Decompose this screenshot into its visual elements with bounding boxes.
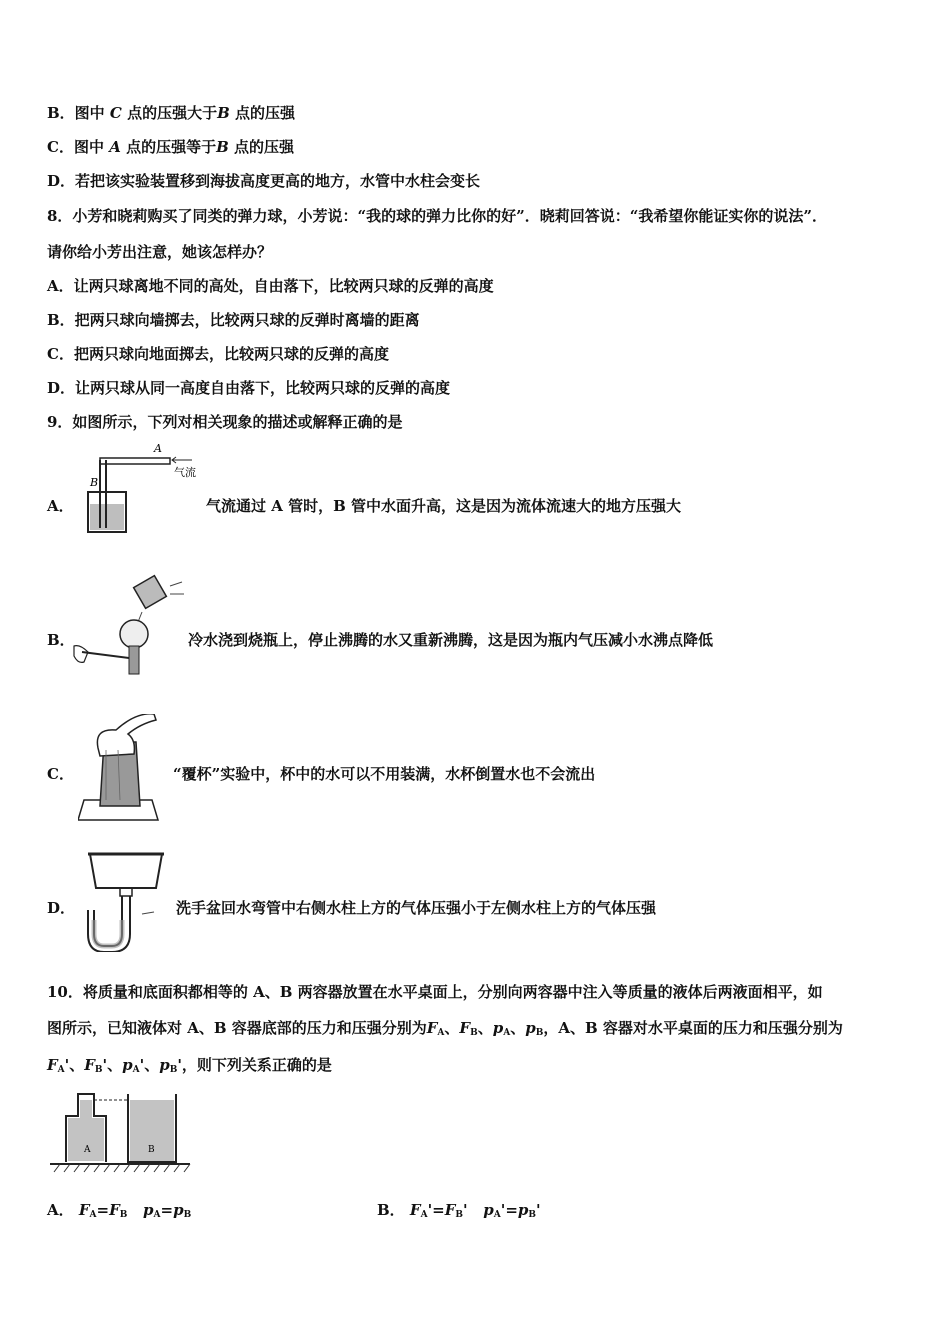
figure-two-containers xyxy=(48,1090,193,1174)
q9-option-c-label: C． xyxy=(47,765,74,783)
container-label-a: A xyxy=(84,1145,91,1155)
q9-option-b-text: 冷水浇到烧瓶上，停止沸腾的水又重新沸腾，这是因为瓶内气压减小水沸点降低 xyxy=(188,631,714,649)
q7-option-c: C．图中 A 点的压强等于B 点的压强 xyxy=(47,138,295,156)
figure-sink-trap xyxy=(84,848,168,952)
q9-option-b-label: B． xyxy=(47,631,75,649)
q8-option-d: D．让两只球从同一高度自由落下，比较两只球的反弹的高度 xyxy=(47,379,451,397)
q8-stem-line2: 请你给小芳出注意，她该怎样办？ xyxy=(47,243,273,261)
q10-stem-line1: 10．将质量和底面积都相等的 A、B 两容器放置在水平桌面上，分别向两容器中注入等质量的液体后两液面相平，如 xyxy=(47,983,823,1001)
figure-label-b: B xyxy=(90,476,99,489)
q8-stem-line1: 8．小芳和晓莉购买了同类的弹力球，小芳说：“我的球的弹力比你的好”．晓莉回答说：“我希望你能证实你的说法”． xyxy=(47,207,827,225)
q8-option-c: C．把两只球向地面掷去，比较两只球的反弹的高度 xyxy=(47,345,389,363)
figure-airflow-tubes xyxy=(82,440,212,540)
figure-flask-cold-water xyxy=(72,572,192,684)
q10-stem-line2: 图所示，已知液体对 A、B 容器底部的压力和压强分别为$F_A$、$F_B$、$p_A$、$p_B$，A、B 容器对水平桌面的压力和压强分别为 xyxy=(47,1019,843,1038)
q8-option-b: B．把两只球向墙掷去，比较两只球的反弹时离墙的距离 xyxy=(47,311,420,329)
figure-inverted-cup xyxy=(78,714,162,826)
q9-option-d-label: D． xyxy=(47,899,76,917)
q9-option-a-label: A． xyxy=(47,497,74,515)
q10-option-b: B． $F_A'=F_B'$ $p_A'=p_B'$ xyxy=(377,1201,541,1220)
figure-label-airflow: 气流 xyxy=(174,466,196,479)
q8-option-a: A．让两只球离地不同的高处，自由落下，比较两只球的反弹的高度 xyxy=(47,277,494,295)
q9-stem: 9．如图所示，下列对相关现象的描述或解释正确的是 xyxy=(47,413,403,431)
q10-stem-line3: $F_A'$、$F_B'$、$p_A'$、$p_B'$，则下列关系正确的是 xyxy=(47,1056,332,1075)
q7-option-d: D．若把该实验装置移到海拔高度更高的地方，水管中水柱会变长 xyxy=(47,172,481,190)
q9-option-d-text: 洗手盆回水弯管中右侧水柱上方的气体压强小于左侧水柱上方的气体压强 xyxy=(176,899,657,917)
q10-option-a: A． $F_A=F_B$ $p_A=p_B$ xyxy=(47,1201,192,1220)
figure-label-a: A xyxy=(154,442,162,455)
q9-option-c-text: “覆杯”实验中，杯中的水可以不用装满，水杯倒置水也不会流出 xyxy=(173,765,596,783)
q7-option-b: B．图中 C 点的压强大于B 点的压强 xyxy=(47,104,296,122)
container-label-b: B xyxy=(148,1145,155,1155)
q9-option-a-text: 气流通过 A 管时，B 管中水面升高，这是因为流体流速大的地方压强大 xyxy=(206,497,681,515)
